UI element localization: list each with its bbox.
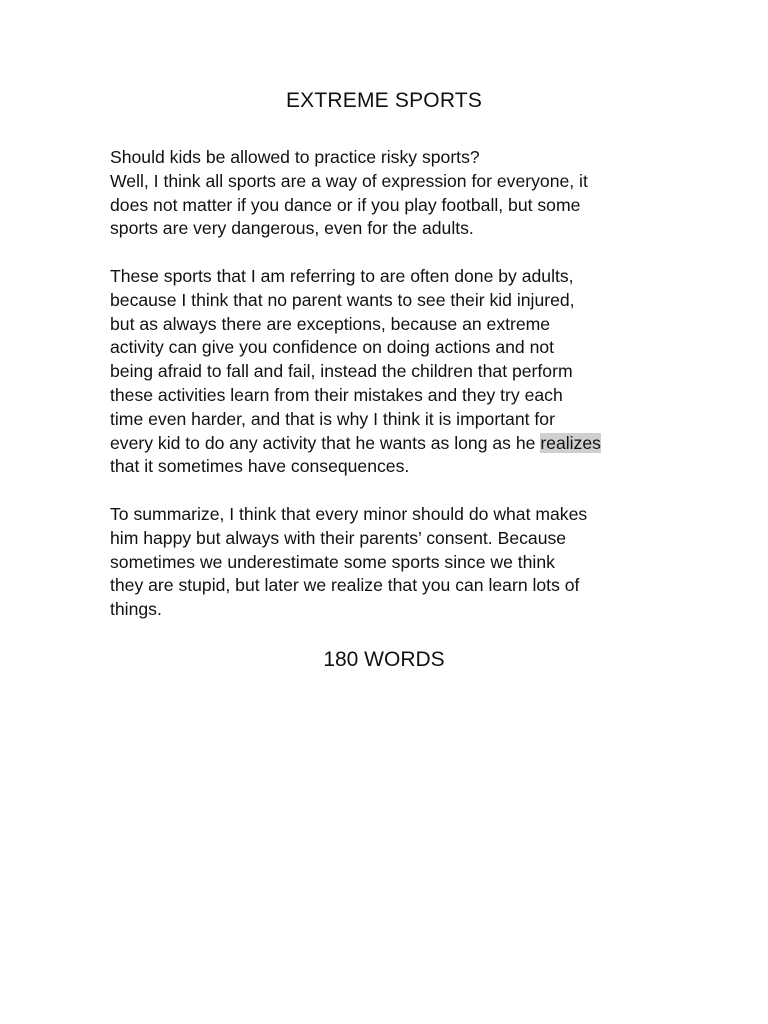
text-line: they are stupid, but later we realize that you can learn lots of bbox=[110, 575, 580, 596]
document-title: EXTREME SPORTS bbox=[285, 89, 483, 112]
text-line: Well, I think all sports are a way of expression for everyone, it bbox=[110, 170, 588, 191]
text-line: these activities learn from their mistakes and they try each bbox=[110, 384, 563, 405]
text-line: sometimes we underestimate some sports since we think bbox=[110, 551, 555, 572]
text-line: sports are very dangerous, even for the adults. bbox=[110, 218, 474, 239]
highlighted-word[interactable]: realizes bbox=[540, 432, 601, 453]
text-line: To summarize, I think that every minor should do what makes bbox=[110, 503, 588, 524]
text-line: does not matter if you dance or if you play football, but some bbox=[110, 194, 581, 215]
text-line: because I think that no parent wants to see their kid injured, bbox=[110, 289, 575, 310]
text-line: that it sometimes have consequences. bbox=[110, 456, 410, 477]
text-line: time even harder, and that is why I think it is important for bbox=[110, 408, 555, 429]
paragraph-conclusion bbox=[110, 503, 670, 622]
paragraph-body bbox=[110, 265, 670, 479]
text-line: Should kids be allowed to practice risky sports? bbox=[110, 147, 480, 167]
text-line: activity can give you confidence on doing actions and not bbox=[110, 337, 555, 358]
text-line: being afraid to fall and fail, instead the children that perform bbox=[110, 361, 573, 382]
text-fragment: every kid to do any activity that he wants as long as he bbox=[110, 432, 541, 453]
text-line: These sports that I am referring to are often done by adults, bbox=[110, 265, 574, 286]
document-body bbox=[110, 146, 670, 622]
text-line-with-highlight bbox=[110, 432, 670, 456]
paragraph-intro bbox=[110, 146, 670, 241]
text-line: things. bbox=[110, 599, 162, 620]
text-line: but as always there are exceptions, because an extreme bbox=[110, 313, 551, 334]
text-line: him happy but always with their parents’ consent. Because bbox=[110, 527, 567, 548]
word-count: 180 WORDS bbox=[323, 648, 445, 671]
